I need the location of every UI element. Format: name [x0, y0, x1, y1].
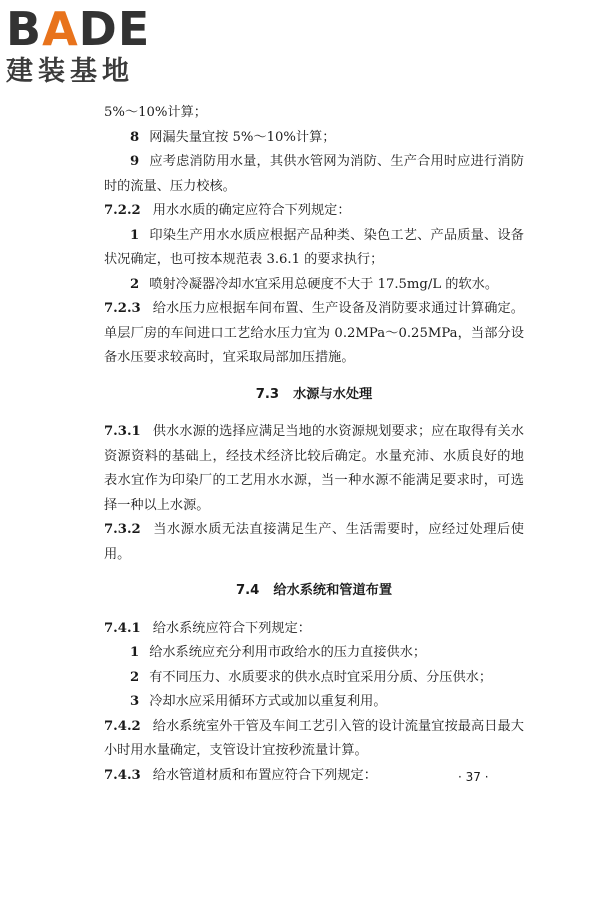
clause-7-2-2-item-2: 2 喷射冷凝器冷却水宜采用总硬度不大于 17.5mg/L 的软水。: [130, 276, 499, 292]
continued-line: 5%～10%计算；: [104, 105, 207, 120]
page-body: [104, 101, 524, 788]
page-number: · 37 ·: [458, 770, 489, 784]
logo-brand: BADE: [6, 2, 151, 56]
clause-7-4-1-item-1: 1 给水系统应充分利用市政给水的压力直接供水；: [130, 645, 427, 660]
clause-7-3-2: 7.3.2 当水源水质无法直接满足生产、生活需要时，应经过处理后使用。: [104, 522, 524, 562]
clause-7-3-1: 7.3.1 供水水源的选择应满足当地的水资源规划要求；应在取得有关水资源资料的基础上，经技术经济比较后确定。水量充沛、水质良好的地表水宜作为印染厂的工艺用水水源，当一种水源不能满足要求时，可选择一种以上水源。: [104, 424, 524, 513]
section-title-7-4: 7.4 给水系统和管道布置: [235, 583, 393, 598]
item-8: 8 网漏失量宜按 5%～10%计算；: [130, 129, 336, 145]
section-title-7-3: 7.3 水源与水处理: [255, 386, 373, 402]
clause-7-4-2: 7.4.2 给水系统室外干管及车间工艺引入管的设计流量宜按最高日最大小时用水量确定，支管设计宜按秒流量计算。: [104, 718, 524, 758]
clause-7-2-2-item-1: 1 印染生产用水水质应根据产品种类、染色工艺、产品质量、设备状况确定，也可按本规范表 3.6.1 的要求执行；: [104, 227, 524, 267]
clause-7-4-1-item-3: 3 冷却水应采用循环方式或加以重复利用。: [130, 694, 387, 709]
clause-7-4-1-item-2: 2 有不同压力、水质要求的供水点时宜采用分质、分压供水；: [130, 669, 493, 685]
bade-logo: [6, 4, 181, 96]
logo-subtitle: 建装基地: [6, 56, 134, 87]
item-9: 9 应考虑消防用水量，其供水管网为消防、生产合用时应进行消防时的流量、压力校核。: [104, 154, 524, 194]
clause-7-4-3: 7.4.3 给水管道材质和布置应符合下列规定：: [104, 767, 377, 783]
clause-7-2-2: 7.2.2 用水水质的确定应符合下列规定：: [104, 203, 351, 218]
clause-7-2-3: 7.2.3 给水压力应根据车间布置、生产设备及消防要求通过计算确定。单层厂房的车间进口工艺给水压力宜为 0.2MPa～0.25MPa，当部分设备水压要求较高时，宜采取局部加压措施。: [104, 301, 524, 365]
clause-7-4-1: 7.4.1 给水系统应符合下列规定：: [104, 620, 311, 636]
